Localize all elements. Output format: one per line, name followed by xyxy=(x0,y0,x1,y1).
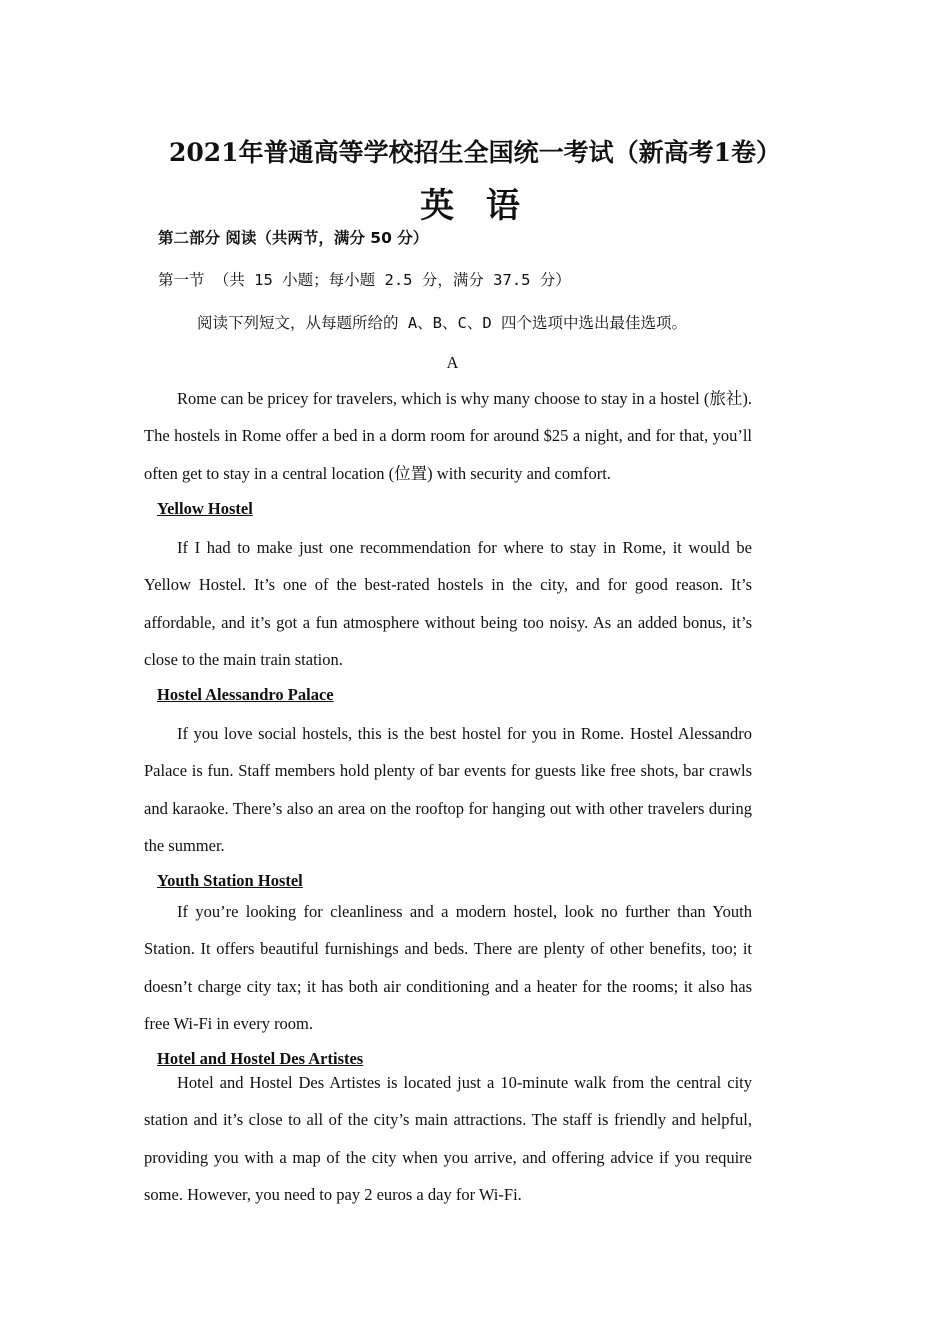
hostel-heading: Youth Station Hostel xyxy=(157,871,303,890)
exam-title: 2021年普通高等学校招生全国统一考试（新高考1卷） xyxy=(169,138,781,167)
hostel-heading: Yellow Hostel xyxy=(157,499,253,518)
passage-letter: A xyxy=(446,353,459,372)
hostel-heading: Hotel and Hostel Des Artistes xyxy=(157,1049,364,1068)
hostel-description: If you’re looking for cleanliness and a modern hostel, look no further than Youth Station. It offers beautiful furnishings and beds. There are plenty of other benefits, too; it doesn’t charge city tax; it has both air conditioning and a heater for the rooms; it also has free Wi-Fi in every room. xyxy=(144,902,752,1033)
hostel-description: If you love social hostels, this is the best hostel for you in Rome. Hostel Alessandro Palace is fun. Staff members hold plenty of bar events for guests like free shots, bar crawls and karaoke. There’s also an area on the rooftop for hanging out with other travelers during the summer. xyxy=(144,724,752,855)
reading-instruction: 阅读下列短文，从每题所给的 A、B、C、D 四个选项中选出最佳选项。 xyxy=(197,314,687,332)
hostel-heading: Hostel Alessandro Palace xyxy=(157,685,334,704)
hostel-description: Hotel and Hostel Des Artistes is located just a 10-minute walk from the central city station and it’s close to all of the city’s main attractions. The staff is friendly and helpful, providing you with a map of the city when you arrive, and offering advice if you require some. However, you need to pay 2 euros a day for Wi-Fi. xyxy=(144,1073,752,1204)
hostel-description: If I had to make just one recommendation for where to stay in Rome, it would be Yellow Hostel. It’s one of the best-rated hostels in the city, and for good reason. It’s affordable, and it’s got a fun atmosphere without being too noisy. As an added bonus, it’s close to the main train station. xyxy=(144,538,752,669)
section-heading: 第二部分 阅读（共两节，满分 50 分） xyxy=(158,229,429,247)
subject-title: 英 语 xyxy=(420,186,530,226)
passage-intro: Rome can be pricey for travelers, which is why many choose to stay in a hostel (旅社). The hostels in Rome offer a bed in a dorm room for around $25 a night, and for that, you’ll often get to stay in a central location (位置) with security and comfort. xyxy=(144,389,752,483)
subsection-heading: 第一节 （共 15 小题；每小题 2.5 分，满分 37.5 分） xyxy=(158,271,571,289)
